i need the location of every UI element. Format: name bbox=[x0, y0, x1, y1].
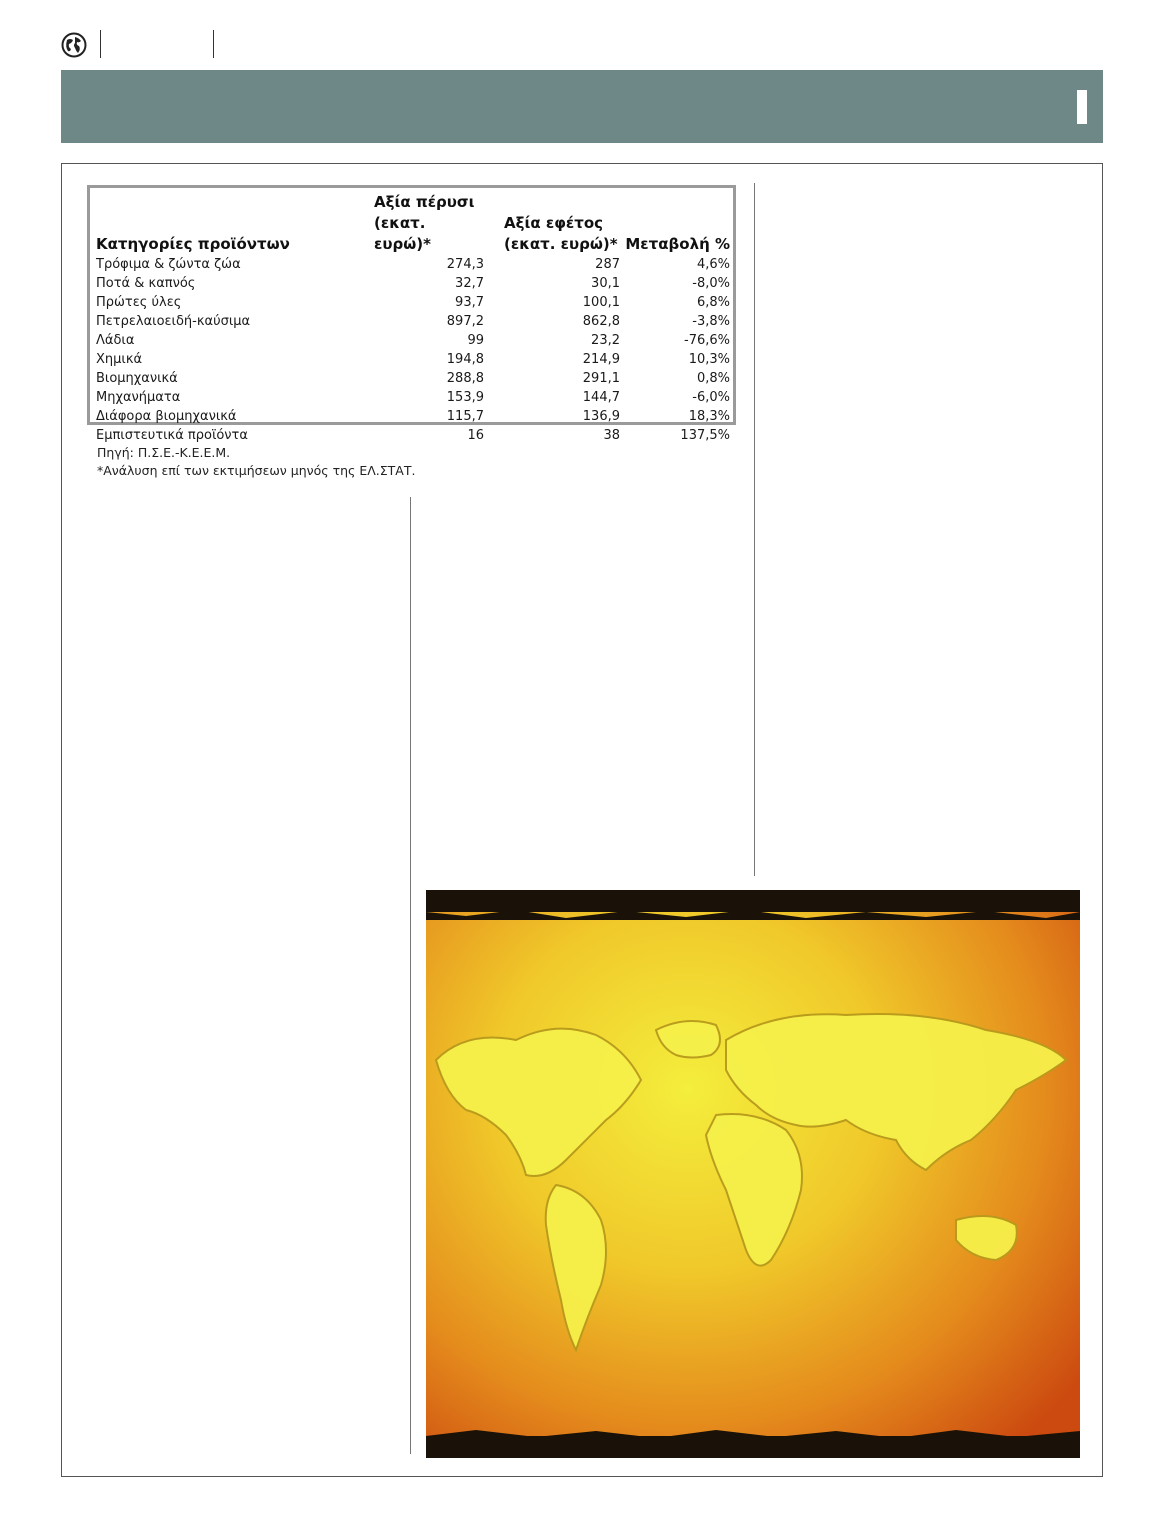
cell-category: Ποτά & καπνός bbox=[96, 276, 196, 291]
col-header-last-year: Αξία πέρυσι (εκατ. ευρώ)* bbox=[374, 193, 475, 253]
cell-last-year: 194,8 bbox=[446, 352, 484, 367]
cell-category: Χημικά bbox=[96, 352, 143, 367]
source-line: Πηγή: Π.Σ.Ε.-Κ.Ε.Ε.Μ. bbox=[97, 445, 231, 460]
table-row bbox=[96, 293, 736, 312]
table-header-row bbox=[96, 192, 736, 255]
cell-this-year: 100,1 bbox=[582, 295, 620, 310]
header-divider-1 bbox=[100, 30, 101, 58]
cell-this-year: 38 bbox=[603, 428, 620, 443]
cell-last-year: 32,7 bbox=[455, 276, 484, 291]
banner-mark bbox=[1077, 90, 1087, 124]
header-divider-2 bbox=[213, 30, 214, 58]
cell-last-year: 16 bbox=[467, 428, 484, 443]
column-rule-left bbox=[410, 497, 411, 1454]
table-source-note bbox=[97, 444, 415, 480]
cell-this-year: 30,1 bbox=[591, 276, 620, 291]
table-row bbox=[96, 331, 736, 350]
cell-last-year: 897,2 bbox=[446, 314, 484, 329]
table-row bbox=[96, 426, 736, 445]
cell-last-year: 115,7 bbox=[446, 409, 484, 424]
cell-this-year: 144,7 bbox=[582, 390, 620, 405]
cell-change: 0,8% bbox=[696, 371, 730, 386]
exports-table bbox=[96, 192, 736, 445]
cell-change: -3,8% bbox=[692, 314, 730, 329]
cell-change: 10,3% bbox=[688, 352, 730, 367]
table-row bbox=[96, 369, 736, 388]
table-row bbox=[96, 350, 736, 369]
table-row bbox=[96, 312, 736, 331]
world-map-image bbox=[426, 890, 1080, 1458]
cell-category: Διάφορα βιομηχανικά bbox=[96, 409, 237, 424]
cell-category: Πετρελαιοειδή-καύσιμα bbox=[96, 314, 251, 329]
cell-change: 4,6% bbox=[696, 257, 730, 272]
cell-change: 18,3% bbox=[688, 409, 730, 424]
data-table-box bbox=[87, 185, 736, 443]
cell-this-year: 136,9 bbox=[582, 409, 620, 424]
cell-last-year: 153,9 bbox=[446, 390, 484, 405]
col-header-this-year: Αξία εφέτος (εκατ. ευρώ)* bbox=[504, 214, 618, 253]
cell-category: Λάδια bbox=[96, 333, 135, 348]
cell-change: -76,6% bbox=[684, 333, 730, 348]
col-header-category: Κατηγορίες προϊόντων bbox=[96, 235, 290, 253]
cell-change: -6,0% bbox=[692, 390, 730, 405]
cell-change: 6,8% bbox=[696, 295, 730, 310]
cell-category: Πρώτες ύλες bbox=[96, 295, 182, 310]
table-row bbox=[96, 255, 736, 274]
cell-category: Τρόφιμα & ζώντα ζώα bbox=[96, 257, 241, 272]
cell-category: Μηχανήματα bbox=[96, 390, 181, 405]
footnote-line: *Ανάλυση επί των εκτιμήσεων μηνός της ΕΛ.ΣΤΑΤ. bbox=[97, 463, 416, 478]
column-rule-right bbox=[754, 183, 755, 876]
section-banner bbox=[61, 70, 1103, 143]
globe-icon bbox=[61, 32, 87, 58]
cell-this-year: 862,8 bbox=[582, 314, 620, 329]
cell-this-year: 291,1 bbox=[582, 371, 620, 386]
cell-last-year: 274,3 bbox=[446, 257, 484, 272]
table-row bbox=[96, 388, 736, 407]
col-header-change: Μεταβολή % bbox=[625, 235, 730, 253]
cell-last-year: 99 bbox=[467, 333, 484, 348]
table-row bbox=[96, 274, 736, 293]
cell-category: Εμπιστευτικά προϊόντα bbox=[96, 428, 248, 443]
cell-last-year: 288,8 bbox=[446, 371, 484, 386]
cell-this-year: 214,9 bbox=[582, 352, 620, 367]
cell-this-year: 287 bbox=[595, 257, 620, 272]
cell-this-year: 23,2 bbox=[591, 333, 620, 348]
cell-category: Βιομηχανικά bbox=[96, 371, 178, 386]
table-row bbox=[96, 407, 736, 426]
cell-last-year: 93,7 bbox=[455, 295, 484, 310]
cell-change: 137,5% bbox=[680, 428, 730, 443]
cell-change: -8,0% bbox=[692, 276, 730, 291]
